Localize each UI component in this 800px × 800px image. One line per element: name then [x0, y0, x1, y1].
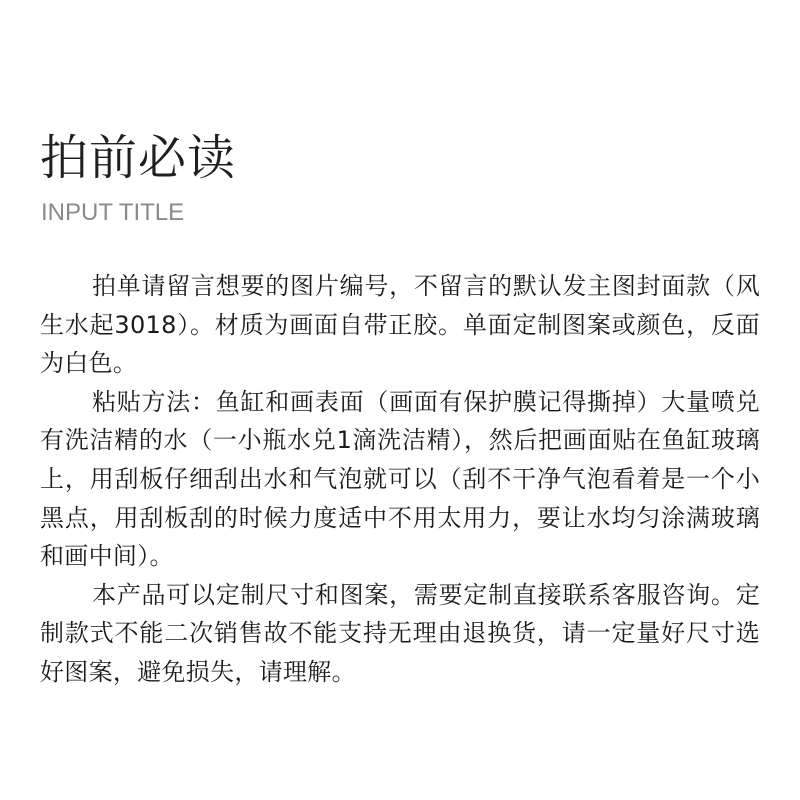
- notes-paragraph-customization: 本产品可以定制尺寸和图案，需要定制直接联系客服咨询。定制款式不能二次销售故不能支持无理由退换货，请一定量好尺寸选好图案，避免损失，请理解。: [40, 580, 760, 686]
- notes-paragraph-application: 粘贴方法：鱼缸和画表面（画面有保护膜记得撕掉）大量喷兑有洗洁精的水（一小瓶水兑1滴洗洁精），然后把画面贴在鱼缸玻璃上，用刮板仔细刮出水和气泡就可以（刮不干净气泡看着是一个小黑点，用刮板刮的时候力度适中不用太用力，要让水均匀涂满玻璃和画中间）。: [40, 387, 760, 571]
- notes-paragraph-order: 拍单请留言想要的图片编号，不留言的默认发主图封面款（风生水起3018）。材质为画面自带正胶。单面定制图案或颜色，反面为白色。: [40, 272, 760, 378]
- notes-body: [40, 267, 760, 692]
- page-title: 拍前必读: [40, 130, 237, 186]
- page-subtitle: INPUT TITLE: [41, 199, 185, 226]
